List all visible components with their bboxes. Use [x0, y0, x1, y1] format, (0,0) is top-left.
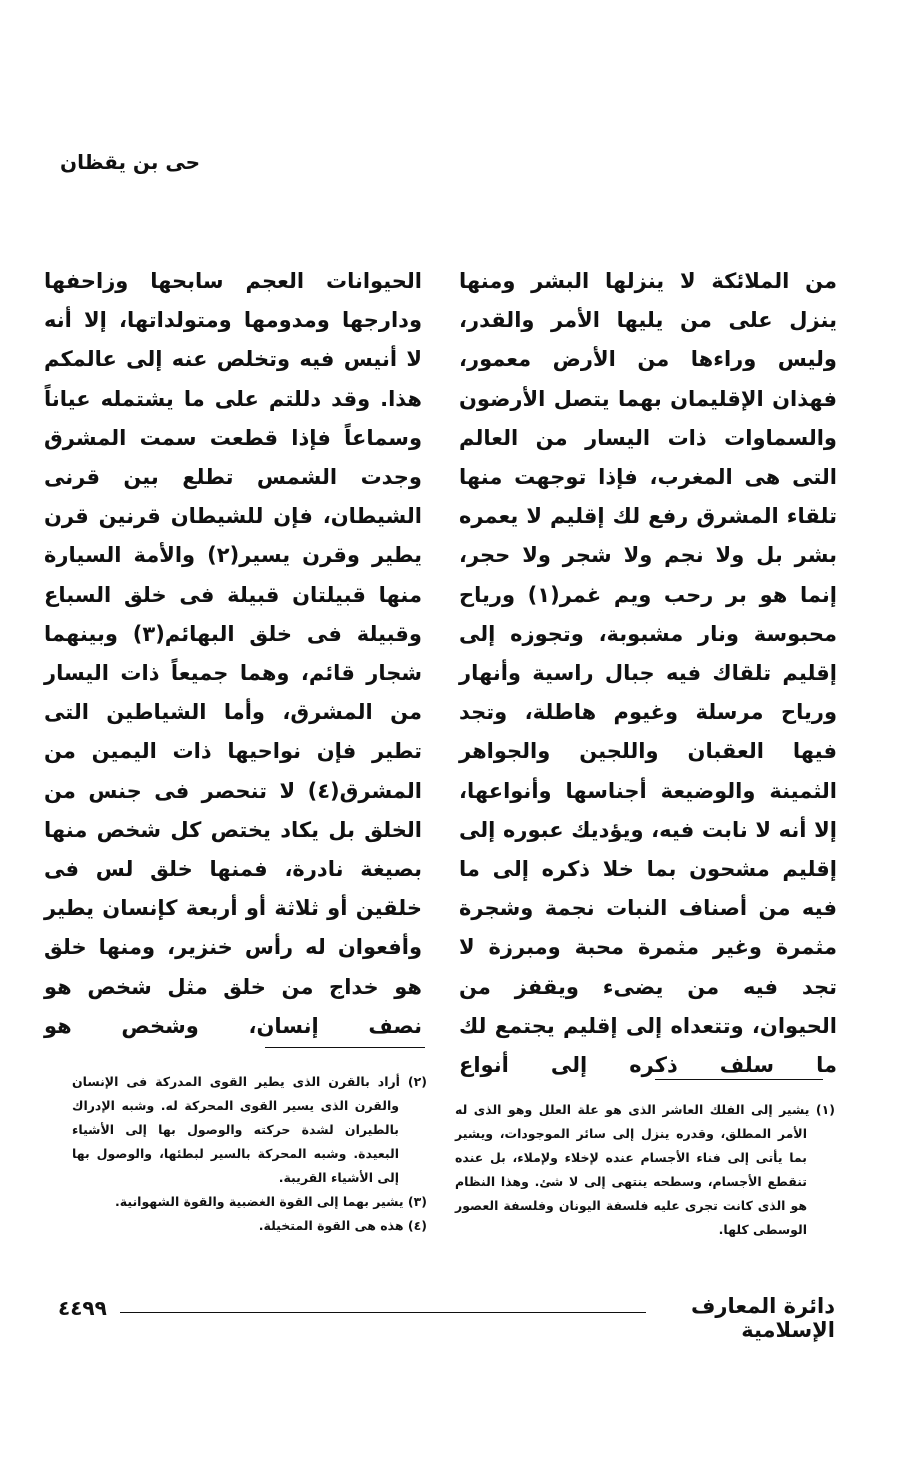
footnotes-right — [455, 1098, 835, 1242]
footnotes-left — [72, 1070, 427, 1238]
footnote-4: (٤) هذه هى القوة المتخيلة. — [258, 1218, 427, 1233]
footnote-separator-left — [265, 1047, 425, 1048]
body-column-left — [44, 262, 422, 1046]
running-head: حى بن يقظان — [60, 150, 201, 174]
page-number: ٤٤٩٩ — [58, 1296, 107, 1320]
body-paragraph: الحيوانات العجم سابحها وزاحفها ودارجها ومدومها ومتولداتها، إلا أنه لا أنيس فيه وتخلص عنه إلى عالمكم هذا. وقد دللتم على ما يشتمله عياناً وسماعاً فإذا قطعت سمت المشرق وجدت الشمس تطلع بين قرنى الشيطان، فإن للشيطان قرنين قرن يطير وقرن يسير(٢) والأمة السيارة منها قبيلتان قبيلة فى خلق السباع وقبيلة فى خلق البهائم(٣) وبينهما شجار قائم، وهما جميعاً ذات اليسار من المشرق، وأما الشياطين التى تطير فإن نواحيها ذات اليمين من المشرق(٤) لا تنحصر فى جنس من الخلق بل يكاد يختص كل شخص منها بصيغة نادرة، فمنها خلق لس فى خلقين أو ثلاثة أو أربعة كإنسان يطير وأفعوان له رأس خنزير، ومنها خلق هو خداج من خلق مثل شخص هو نصف إنسان، وشخص هو — [44, 269, 422, 1038]
footnote-1: (١) يشير إلى الفلك العاشر الذى هو علة العلل وهو الذى له الأمر المطلق، وقدره ينزل إلى سائر الموجودات، ويشير بما يأتى إلى فناء الأجسام عنده لإخلاء ولإملاء، بل عنده تنقطع الأجسام، وسطحه ينتهى إلى لا شئ. وهذا النظام هو الذى كانت تجرى عليه فلسفة اليونان وفلسفة العصور الوسطى كلها. — [455, 1102, 835, 1237]
footnote-2: (٢) أراد بالقرن الذى يطير القوى المدركة فى الإنسان والقرن الذى يسير القوى المحركة له. وشبه الإدراك بالطيران لشدة حركته والوصول بها إلى الأشياء البعيدة. وشبه المحركة بالسير لبطئها، والوصول بها إلى الأشياء القريبة. — [72, 1074, 427, 1185]
publication-title: دائرة المعارف الإسلامية — [690, 1294, 835, 1342]
footnote-3: (٣) يشير بهما إلى القوة الغضبية والقوة الشهوانية. — [115, 1194, 427, 1209]
body-paragraph: من الملائكة لا ينزلها البشر ومنها ينزل على من يليها الأمر والقدر، وليس وراءها من الأرض معمور، فهذان الإقليمان بهما يتصل الأرضون والسماوات ذات اليسار من العالم التى هى المغرب، فإذا توجهت منها تلقاء المشرق رفع لك إقليم لا يعمره بشر بل ولا نجم ولا شجر ولا حجر، إنما هو بر رحب ويم غمر(١) ورياح محبوسة ونار مشبوبة، وتجوزه إلى إقليم تلقاك فيه جبال راسية وأنهار ورياح مرسلة وغيوم هاطلة، وتجد فيها العقبان واللجين والجواهر الثمينة والوضيعة أجناسها وأنواعها، إلا أنه لا نابت فيه، ويؤديك عبوره إلى إقليم مشحون بما خلا ذكره إلى ما فيه من أصناف النبات نجمة وشجرة مثمرة وغير مثمرة محبة ومبرزة لا تجد فيه من يضىء ويقفز من الحيوان، وتتعداه إلى إقليم يجتمع لك ما سلف ذكره إلى أنواع — [459, 269, 837, 1078]
footnote-separator-right — [655, 1079, 823, 1080]
footer-rule — [120, 1312, 646, 1313]
body-column-right — [459, 262, 837, 1085]
